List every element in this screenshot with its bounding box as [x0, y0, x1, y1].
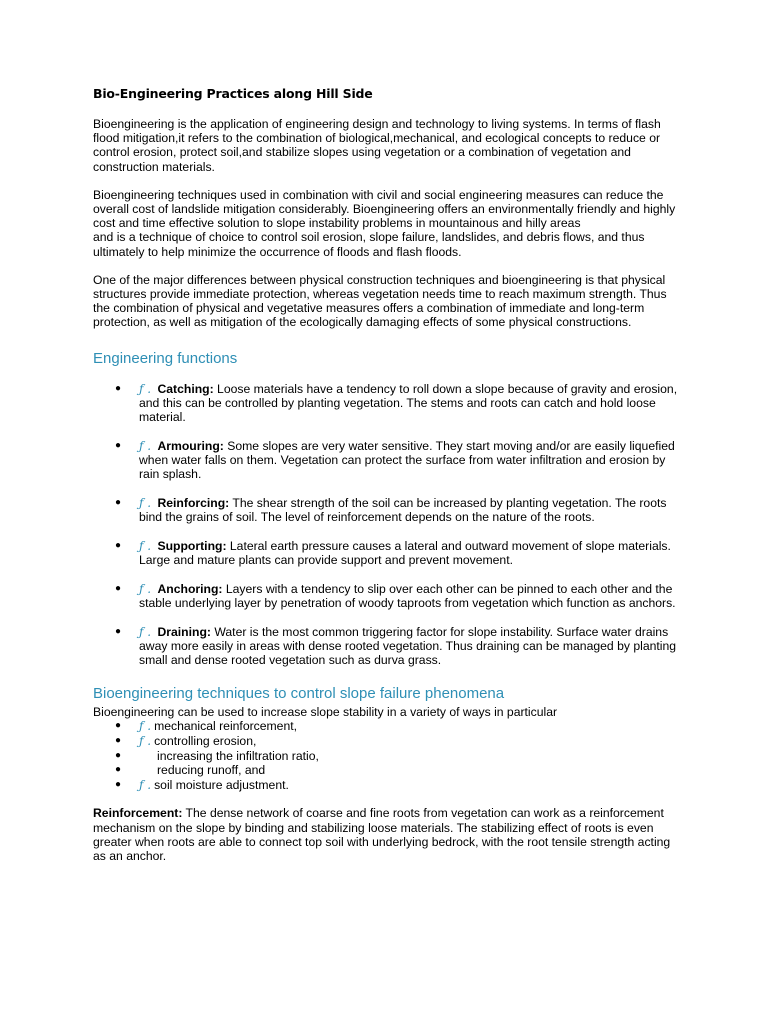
intro-paragraph-2 — [93, 188, 683, 259]
technique-text: reducing runoff, and — [157, 763, 266, 778]
list-item — [93, 778, 683, 793]
list-item — [93, 582, 683, 610]
technique-text: mechanical reinforcement, — [154, 719, 298, 734]
techniques-heading: Bioengineering techniques to control slope failure phenomena — [93, 685, 505, 703]
engineering-functions-list — [93, 382, 683, 668]
intro-paragraph-3: One of the major differences between physical construction techniques and bioengineering is that physical structures provide immediate protection, whereas vegetation needs time to reach maximum strength. Thus the combination of physical and vegetative measures offers a combination of immediate and long-term protection, as well as mitigation of the ecologically damaging effects of some physical constructions. — [93, 272, 667, 330]
document-title: Bio-Engineering Practices along Hill Side — [93, 86, 373, 101]
bullet-icon: ● — [115, 382, 122, 394]
f-marker-icon: ƒ . — [139, 495, 152, 510]
bullet-icon: ● — [115, 764, 122, 776]
list-item — [93, 496, 683, 524]
techniques-list — [93, 719, 683, 792]
function-term: Catching: — [157, 381, 214, 396]
f-marker-icon: ƒ . — [139, 538, 152, 553]
function-term: Anchoring: — [157, 581, 223, 596]
techniques-intro: Bioengineering can be used to increase slope stability in a variety of ways in particular — [93, 705, 558, 720]
function-text: Water is the most common triggering factor for slope instability. Surface water drains away more easily in areas with dense rooted vegetation. Thus draining can be managed by planting small and dense rooted vegetation such as durva grass. — [139, 624, 677, 667]
bullet-icon: ● — [115, 749, 122, 761]
list-item — [93, 734, 683, 749]
f-marker-icon: ƒ . — [139, 719, 152, 734]
function-text: Loose materials have a tendency to roll down a slope because of gravity and erosion, and this can be controlled by planting vegetation. The stems and roots can catch and hold loose material. — [139, 381, 678, 425]
f-marker-icon: ƒ . — [139, 733, 152, 748]
bullet-icon: ● — [115, 496, 122, 508]
function-text: Lateral earth pressure causes a lateral and outward movement of slope materials. Large and mature plants can provide support and prevent movement. — [139, 538, 671, 567]
f-marker-icon: ƒ . — [139, 581, 152, 596]
list-item — [93, 719, 683, 734]
function-text: Layers with a tendency to slip over each other can be pinned to each other and the stable underlying layer by penetration of woody taproots from vegetation which function as anchors. — [139, 581, 676, 610]
f-marker-icon: ƒ . — [139, 438, 152, 453]
f-marker-icon: ƒ . — [139, 777, 152, 792]
f-marker-icon: ƒ . — [139, 381, 152, 396]
f-marker-icon: ƒ . — [139, 624, 152, 639]
bullet-icon: ● — [115, 734, 122, 746]
function-term: Armouring: — [157, 438, 224, 453]
document-page — [93, 86, 683, 877]
bullet-icon: ● — [115, 625, 122, 637]
bullet-icon: ● — [115, 539, 122, 551]
technique-text: increasing the infiltration ratio, — [157, 748, 319, 763]
list-item — [93, 763, 683, 778]
function-term: Reinforcing: — [157, 495, 230, 510]
function-term: Supporting: — [157, 538, 227, 553]
technique-text: controlling erosion, — [154, 733, 257, 748]
function-text: The shear strength of the soil can be increased by planting vegetation. The roots bind the grains of soil. The level of reinforcement depends on the nature of the roots. — [139, 495, 667, 525]
intro-paragraph-1: Bioengineering is the application of engineering design and technology to living systems. In terms of flash flood mitigation,it refers to the combination of biological,mechanical, and ecological concepts to reduce or control erosion, protect soil,and stabilize slopes using vegetation or a combination of vegetation and construction materials. — [93, 117, 661, 174]
function-term: Draining: — [157, 624, 211, 639]
intro-paragraph-2-tail: and is a technique of choice to control soil erosion, slope failure, landslides, and debris flows, and thus ultimately to help minimize the occurrence of floods and flash floods. — [93, 230, 645, 259]
reinforcement-paragraph — [93, 806, 683, 863]
reinforcement-text: The dense network of coarse and fine roots from vegetation can work as a reinforcement mechanism on the slope by binding and stabilizing loose materials. The stabilizing effect of roots is even greater when roots are able to connect top soil with underlying bedrock, with the root tensile strength acting as an anchor. — [93, 806, 671, 863]
list-item — [93, 625, 683, 668]
reinforcement-term: Reinforcement: — [93, 806, 183, 821]
list-item — [93, 439, 683, 482]
list-item — [93, 382, 683, 425]
bullet-icon: ● — [115, 582, 122, 594]
list-item — [93, 749, 683, 764]
list-item — [93, 539, 683, 567]
intro-paragraph-2-main: Bioengineering techniques used in combination with civil and social engineering measures can reduce the overall cost of landslide mitigation considerably. Bioengineering offers an environmentally friendly and highly cost and time effective solution to slope instability problems in mountainous and hilly areas — [93, 187, 676, 231]
bullet-icon: ● — [115, 778, 122, 790]
engineering-functions-heading: Engineering functions — [93, 349, 238, 367]
function-text: Some slopes are very water sensitive. They start moving and/or are easily liquefied when water falls on them. Vegetation can protect the surface from water infiltration and erosion by rain splash. — [139, 438, 675, 482]
bullet-icon: ● — [115, 720, 122, 732]
bullet-icon: ● — [115, 439, 122, 451]
technique-text: soil moisture adjustment. — [154, 777, 289, 792]
